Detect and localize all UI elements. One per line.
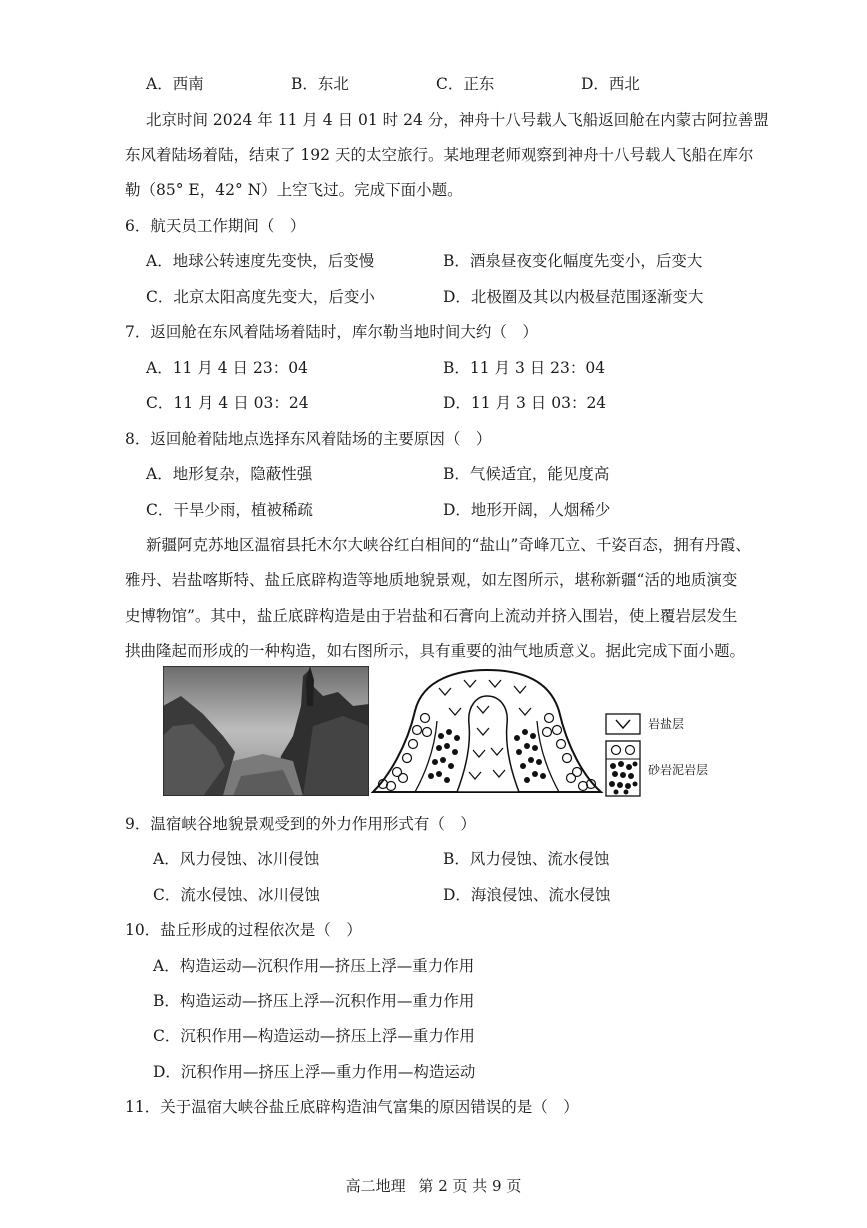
q5-option-b: B．东北 [291,75,349,93]
q5-option-a: A．西南 [146,75,204,93]
q10-option-d: D．沉积作用—挤压上浮—重力作用—构造运动 [153,1063,476,1081]
q8-option-d: D．地形开阔，人烟稀少 [443,501,611,519]
q6-option-b: B．酒泉昼夜变化幅度先变小，后变大 [443,252,703,270]
passage2-line: 雅丹、岩盐喀斯特、盐丘底辟构造等地质地貌景观，如左图所示，堪称新疆“活的地质演变 [125,571,738,589]
footer-subject: 高二地理 [345,1177,406,1195]
q10-option-b: B．构造运动—挤压上浮—沉积作用—重力作用 [153,992,475,1010]
q6-option-d: D．北极圈及其以内极昼范围逐渐变大 [443,288,704,306]
q10-option-c: C．沉积作用—构造运动—挤压上浮—重力作用 [153,1027,475,1045]
q8-option-b: B．气候适宜，能见度高 [443,465,610,483]
legend-salt-label: 岩盐层 [648,717,685,731]
q10-stem: 10．盐丘形成的过程依次是（ ） [125,921,362,939]
legend-sandstone-label: 砂岩泥岩层 [648,763,709,777]
salt-dome-diagram [369,666,739,801]
q9-stem: 9．温宿峡谷地貌景观受到的外力作用形式有（ ） [125,815,476,833]
q8-option-a: A．地形复杂，隐蔽性强 [146,465,313,483]
passage2-line: 拱曲隆起而形成的一种构造，如右图所示，具有重要的油气地质意义。据此完成下面小题。 [125,642,746,660]
q11-stem: 11．关于温宿大峡谷盐丘底辟构造油气富集的原因错误的是（ ） [125,1098,579,1116]
q6-option-c: C．北京太阳高度先变大，后变小 [146,288,375,306]
page-footer [0,1175,867,1196]
q6-stem: 6．航天员工作期间（ ） [125,217,306,235]
passage2-line: 新疆阿克苏地区温宿县托木尔大峡谷红白相间的“盐山”奇峰兀立、千姿百态，拥有丹霞、 [146,536,751,554]
q10-option-a: A．构造运动—沉积作用—挤压上浮—重力作用 [153,957,475,975]
q5-option-c: C．正东 [436,75,495,93]
legend [606,714,708,796]
q9-option-c: C．流水侵蚀、冰川侵蚀 [153,886,320,904]
figure-row [163,666,733,801]
q5-option-d: D．西北 [581,75,640,93]
passage1-line: 勒（85° E，42° N）上空飞过。完成下面小题。 [125,181,463,199]
q6-option-a: A．地球公转速度先变快，后变慢 [146,252,375,270]
q7-option-b: B．11 月 3 日 23：04 [443,359,606,377]
q7-option-c: C．11 月 4 日 03：24 [146,394,309,412]
passage1-line: 北京时间 2024 年 11 月 4 日 01 时 24 分，神舟十八号载人飞船返回舱在内蒙古阿拉善盟 [146,111,769,129]
q7-option-d: D．11 月 3 日 03：24 [443,394,607,412]
q8-stem: 8．返回舱着陆地点选择东风着陆场的主要原因（ ） [125,430,492,448]
q7-stem: 7．返回舱在东风着陆场着陆时，库尔勒当地时间大约（ ） [125,323,538,341]
q9-option-d: D．海浪侵蚀、流水侵蚀 [443,886,611,904]
q9-option-a: A．风力侵蚀、冰川侵蚀 [153,850,320,868]
q9-option-b: B．风力侵蚀、流水侵蚀 [443,850,610,868]
q5-options [146,72,826,94]
q8-option-c: C．干旱少雨，植被稀疏 [146,501,313,519]
passage1-line: 东风着陆场着陆，结束了 192 天的太空旅行。某地理老师观察到神舟十八号载人飞船在库尔 [125,146,754,164]
canyon-photo [163,666,369,796]
passage2-line: 史博物馆”。其中，盐丘底辟构造是由于岩盐和石膏向上流动并挤入围岩，使上覆岩层发生 [125,607,738,625]
q7-option-a: A．11 月 4 日 23：04 [146,359,308,377]
footer-page-number: 第 2 页 共 9 页 [418,1177,522,1195]
